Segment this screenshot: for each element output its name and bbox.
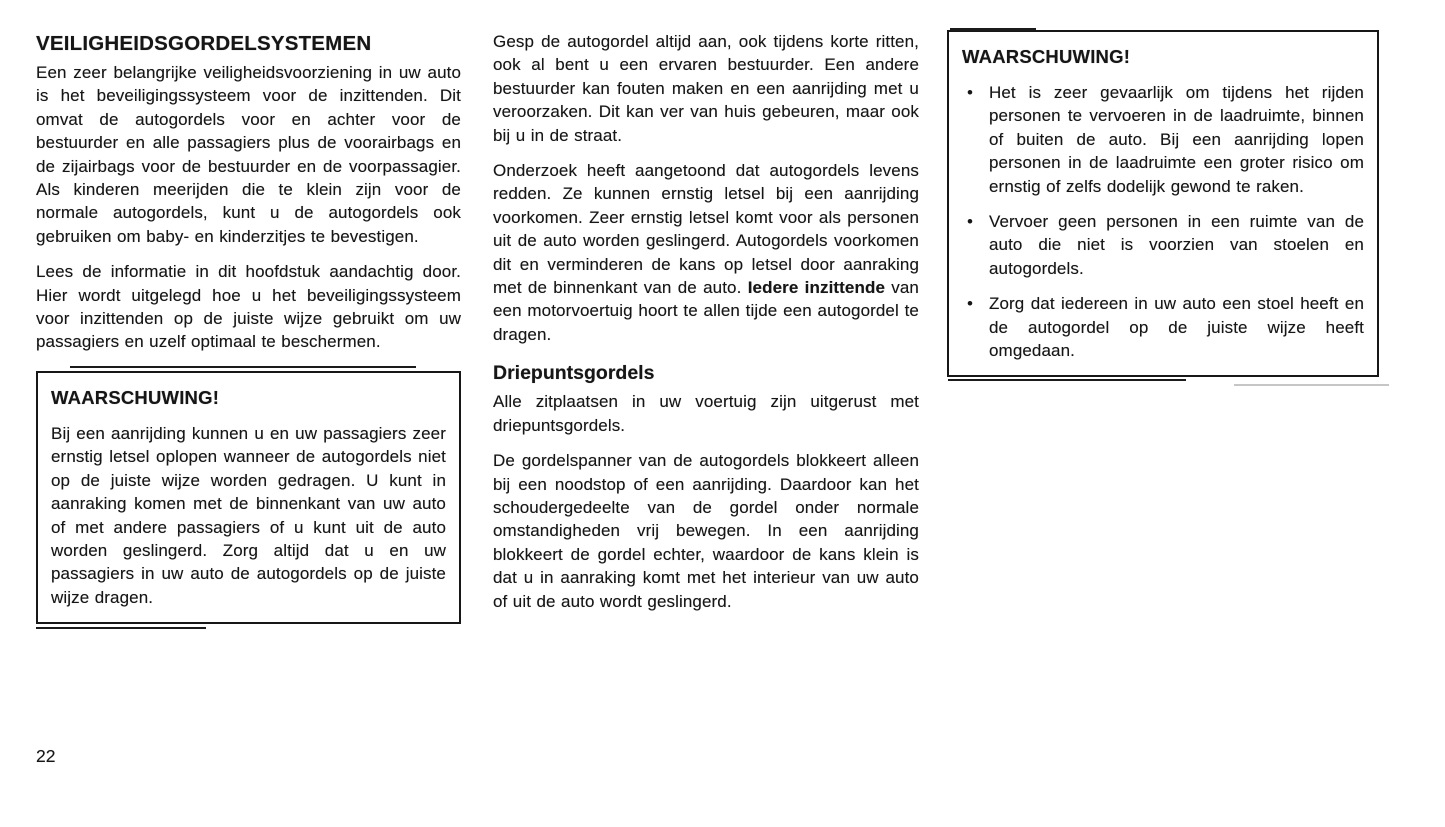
page-number: 22 (36, 746, 56, 766)
bullet-text: Vervoer geen personen in een ruimte van de auto die niet is voorzien van stoelen en autogordels. (989, 212, 1364, 278)
section-title: VEILIGHEIDSGORDELSYSTEMEN (36, 32, 372, 55)
scan-artifact-line (36, 627, 206, 630)
bullet-icon: • (967, 294, 973, 314)
scan-artifact-line (948, 379, 1186, 382)
warning-bullet-list (962, 81, 1364, 362)
subsection-title: Driepuntsgordels (493, 362, 655, 385)
paragraph-text: van een motorvoertuig hoort te allen tijde een autogordel te dragen. (493, 278, 919, 344)
warning-bullet (962, 81, 1364, 198)
left-paragraph-1: Een zeer belangrijke veiligheidsvoorziening in uw auto is het beveiligingssysteem voor de inzittenden. Dit omvat de autogordels voor en achter voor de bestuurder en alle passagiers plus de voorairbags en de zijairbags voor de bestuurder en de voorpassagier. Als kinderen meerijden die te klein zijn voor de normale autogordels, kunt u de autogordels ook gebruiken om baby- en kinderzitjes te bevestigen. (36, 63, 461, 246)
middle-paragraph-1: Gesp de autogordel altijd aan, ook tijdens korte ritten, ook al bent u een ervaren bestuurder. Een andere bestuurder kan fouten maken en een aanrijding met u veroorzaken. Dit kan ver van huis gebeuren, maar ook bij u in de straat. (493, 32, 919, 145)
warning-body: Bij een aanrijding kunnen u en uw passagiers zeer ernstig letsel oplopen wanneer de autogordels niet op de juiste wijze worden gedragen. U kunt in aanraking komen met de binnenkant van uw auto of met andere passagiers of u kunt uit de auto worden geslingerd. Zorg altijd dat u en uw passagiers in uw auto de autogordels op de juiste wijze dragen. (51, 423, 446, 607)
warning-bullet (962, 210, 1364, 280)
column-middle (493, 30, 919, 625)
warning-box-left (36, 371, 461, 624)
scan-artifact-line (70, 366, 416, 369)
middle-paragraph-3: Alle zitplaatsen in uw voertuig zijn uitgerust met driepuntsgordels. (493, 392, 919, 435)
bullet-icon: • (967, 212, 973, 232)
warning-box-right (947, 30, 1379, 377)
scan-artifact-line (1234, 384, 1389, 386)
bullet-icon: • (967, 83, 973, 102)
bullet-text: Het is zeer gevaarlijk om tijdens het rijden personen te vervoeren in de laadruimte, binnen of buiten de auto. Bij een aanrijding lopen personen in de laadruimte een groter risico om ernstig of zelfs dodelijk gewond te raken. (989, 83, 1364, 196)
warning-title: WAARSCHUWING! (962, 46, 1131, 67)
middle-paragraph-2 (493, 159, 919, 346)
bold-phrase: Iedere inzittende (747, 278, 885, 298)
middle-paragraph-4: De gordelspanner van de autogordels blokkeert alleen bij een noodstop of een aanrijding. Daardoor kan het schoudergedeelte van de gordel onder normale omstandigheden vrij bewegen. In een aanrijding blokkeert de gordel echter, waardoor de kans klein is dat u in aanraking komt met het interieur van uw auto of uit de auto wordt geslingerd. (493, 451, 919, 611)
column-left (36, 30, 461, 624)
scan-artifact-line (950, 28, 1036, 31)
left-paragraph-2: Lees de informatie in dit hoofdstuk aandachtig door. Hier wordt uitgelegd hoe u het beveiligingssysteem voor inzittenden op de juiste wijze gebruikt om uw passagiers en uzelf optimaal te beschermen. (36, 262, 461, 352)
bullet-text: Zorg dat iedereen in uw auto een stoel heeft en de autogordel op de juiste wijze heeft omgedaan. (989, 294, 1364, 361)
warning-bullet (962, 292, 1364, 362)
paragraph-text: Onderzoek heeft aangetoond dat autogordels levens redden. Ze kunnen ernstig letsel bij een aanrijding voorkomen. Zeer ernstig letsel komt voor als personen uit de auto worden geslingerd. Autogordels voorkomen dit en verminderen de kans op letsel door aanraking met de binnenkant van de auto. (493, 161, 919, 298)
column-right (947, 30, 1379, 377)
warning-title: WAARSCHUWING! (51, 386, 220, 408)
